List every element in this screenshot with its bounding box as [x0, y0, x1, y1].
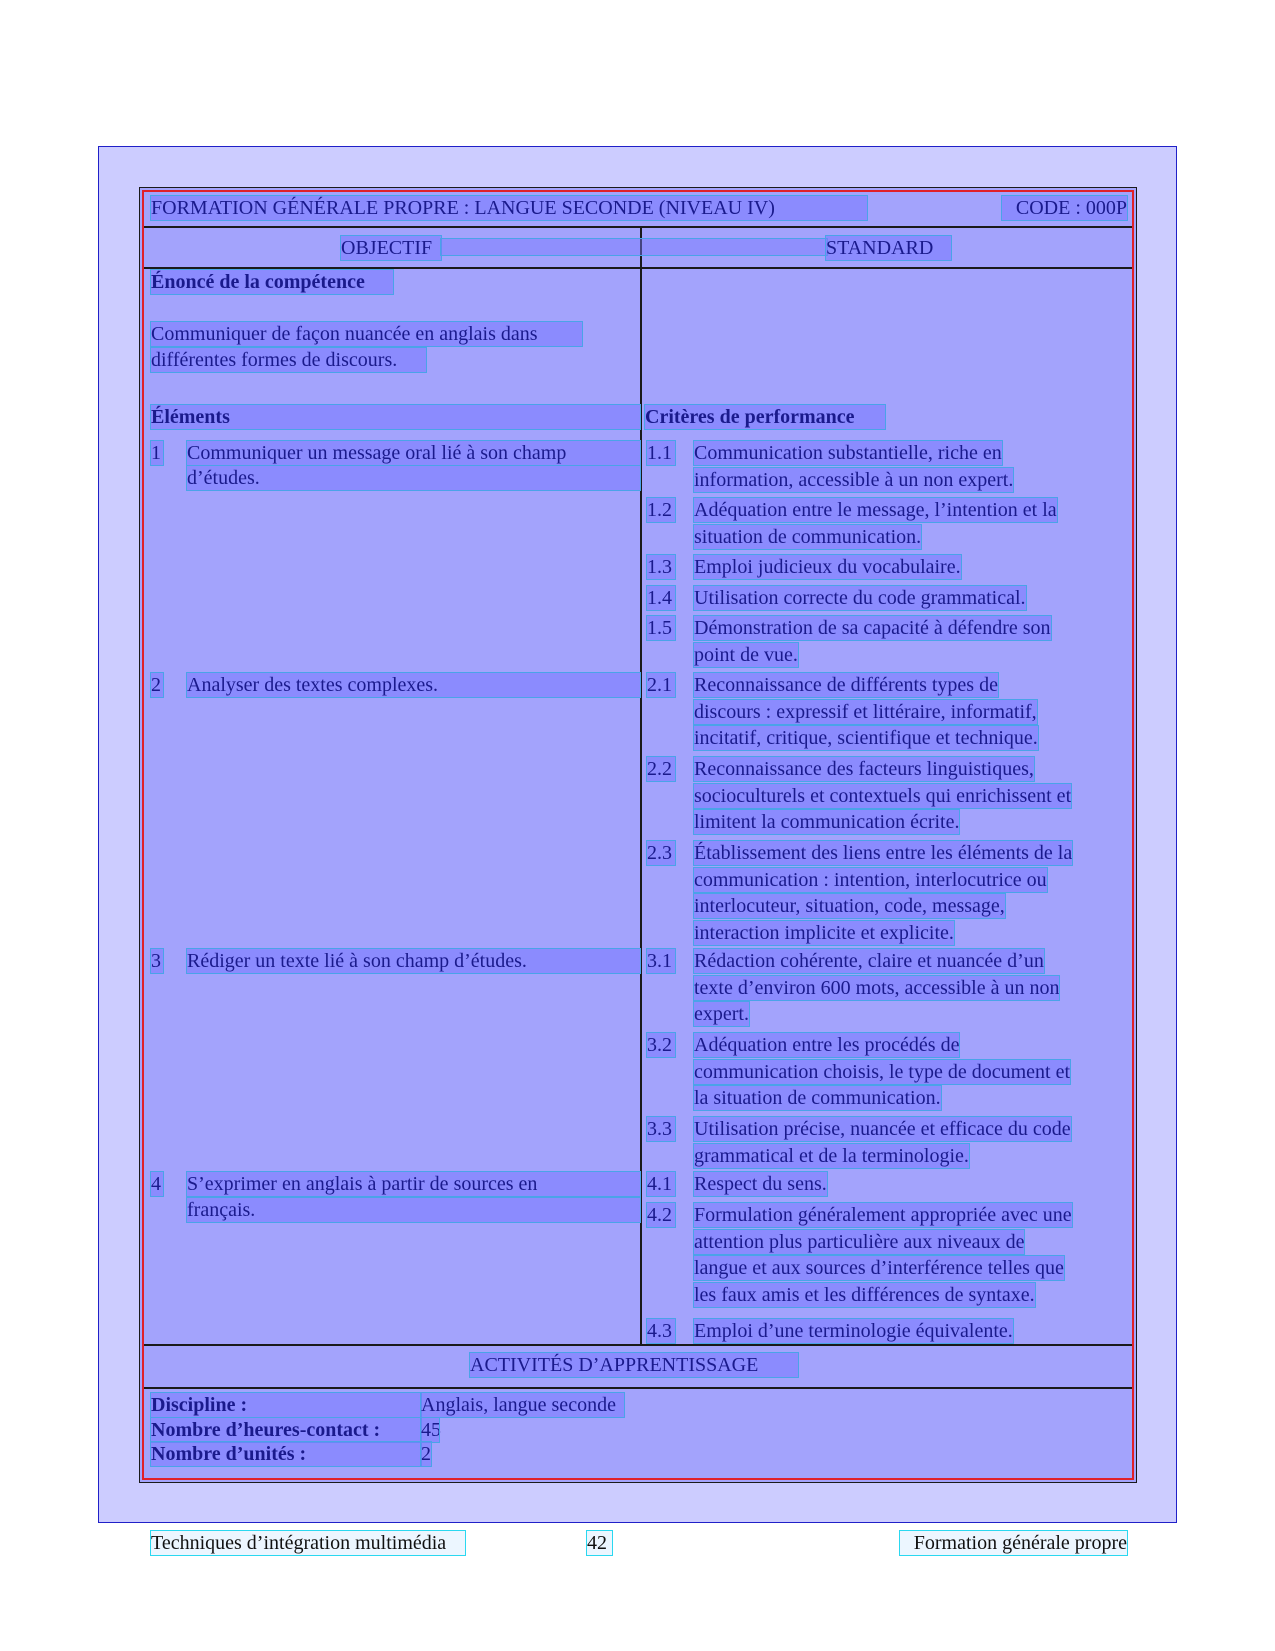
criterion-number: 2.2	[647, 757, 675, 781]
objective-heading: OBJECTIF	[341, 236, 441, 260]
criterion-line: information, accessible à un non expert.	[694, 468, 1014, 491]
criterion-line: Reconnaissance de différents types de	[694, 674, 998, 696]
divider	[142, 1344, 1134, 1346]
criterion-number: 1.2	[647, 498, 675, 522]
criterion-number: 4.2	[647, 1203, 675, 1227]
criterion-line: Rédaction cohérente, claire et nuancée d’un	[694, 950, 1044, 972]
criterion-line: Utilisation correcte du code grammatical.	[694, 587, 1026, 609]
element-line: français.	[187, 1198, 640, 1222]
criterion-line: la situation de communication.	[694, 1087, 941, 1109]
criterion-line: Adéquation entre les procédés de	[694, 1034, 960, 1056]
criterion-number: 1.4	[647, 586, 675, 610]
footer-left: Techniques d’intégration multimédia	[151, 1531, 465, 1555]
criterion-line: interlocuteur, situation, code, message,	[694, 895, 1005, 917]
criterion-number: 4.3	[647, 1319, 675, 1343]
criterion-line: Établissement des liens entre les éléments de la	[694, 842, 1073, 864]
criterion-line: socioculturels et contextuels qui enrichissent et	[694, 784, 1072, 807]
criterion-line: langue et aux sources d’interférence telles que	[694, 1257, 1064, 1279]
divider	[640, 226, 642, 1344]
criterion-number: 4.1	[647, 1172, 675, 1196]
criteria-heading: Critères de performance	[645, 405, 885, 429]
criterion-line: Emploi judicieux du vocabulaire.	[694, 556, 961, 578]
element-number: 4	[151, 1173, 161, 1195]
footer-right: Formation générale propre	[900, 1531, 1127, 1555]
elements-heading: Éléments	[151, 405, 640, 429]
activities-heading: ACTIVITÉS D’APPRENTISSAGE	[470, 1353, 798, 1377]
element-line: d’études.	[187, 466, 640, 490]
criterion-line: point de vue.	[694, 643, 798, 666]
criterion-line: texte d’environ 600 mots, accessible à un non	[694, 976, 1060, 999]
competence-line: Communiquer de façon nuancée en anglais dans	[151, 322, 582, 346]
criterion-line: communication choisis, le type de document et	[694, 1060, 1071, 1083]
criterion-number: 3.2	[647, 1033, 675, 1057]
element-number: 1	[151, 442, 161, 464]
criterion-line: attention plus particulière aux niveaux de	[694, 1230, 1025, 1253]
criterion-line: situation de communication.	[694, 525, 922, 548]
element-number: 3	[151, 950, 161, 972]
element-line: Rédiger un texte lié à son champ d’études.	[187, 949, 640, 973]
criterion-number: 2.1	[647, 673, 675, 697]
hours-label: Nombre d’heures-contact :	[151, 1418, 421, 1442]
criterion-line: limitent la communication écrite.	[694, 811, 960, 833]
units-label: Nombre d’unités :	[151, 1442, 421, 1466]
criterion-line: expert.	[694, 1003, 749, 1025]
criterion-number: 3.3	[647, 1117, 675, 1141]
units-value: 2	[421, 1443, 431, 1465]
objective-heading-bar	[441, 239, 827, 255]
standard-heading: STANDARD	[826, 236, 951, 260]
criterion-line: Adéquation entre le message, l’intention et la	[694, 499, 1057, 521]
divider	[142, 267, 1134, 269]
element-line: Communiquer un message oral lié à son champ	[187, 441, 640, 465]
criterion-line: Respect du sens.	[694, 1173, 827, 1195]
course-code: CODE : 000P	[1002, 196, 1127, 220]
criterion-line: Utilisation précise, nuancée et efficace du code	[694, 1118, 1071, 1140]
criterion-line: Communication substantielle, riche en	[694, 442, 1002, 464]
criterion-line: Formulation généralement appropriée avec une	[694, 1204, 1072, 1226]
element-line: S’exprimer en anglais à partir de sources en	[187, 1172, 640, 1196]
criterion-number: 1.3	[647, 555, 675, 579]
document-title: FORMATION GÉNÉRALE PROPRE : LANGUE SECONDE (NIVEAU IV)	[151, 196, 867, 220]
criterion-line: incitatif, critique, scientifique et technique.	[694, 727, 1038, 749]
criterion-line: communication : intention, interlocutrice ou	[694, 868, 1047, 891]
criterion-line: discours : expressif et littéraire, informatif,	[694, 700, 1037, 723]
competence-line: différentes formes de discours.	[151, 348, 426, 372]
hours-value: 45	[421, 1419, 441, 1441]
element-number: 2	[151, 674, 161, 696]
discipline-label: Discipline :	[151, 1393, 421, 1417]
criterion-number: 1.1	[647, 441, 675, 465]
element-line: Analyser des textes complexes.	[187, 673, 640, 697]
criterion-line: les faux amis et les différences de syntaxe.	[694, 1283, 1035, 1306]
criterion-number: 2.3	[647, 841, 675, 865]
criterion-line: interaction implicite et explicite.	[694, 921, 954, 944]
divider	[142, 226, 1134, 228]
page-number: 42	[587, 1531, 612, 1555]
criterion-line: Reconnaissance des facteurs linguistiques,	[694, 758, 1034, 780]
competence-heading: Énoncé de la compétence	[151, 270, 393, 294]
criterion-number: 1.5	[647, 616, 675, 640]
criterion-number: 3.1	[647, 949, 675, 973]
criterion-line: grammatical et de la terminologie.	[694, 1144, 969, 1167]
criterion-line: Démonstration de sa capacité à défendre son	[694, 617, 1051, 639]
criterion-line: Emploi d’une terminologie équivalente.	[694, 1320, 1013, 1342]
divider	[142, 1387, 1134, 1389]
discipline-value: Anglais, langue seconde	[421, 1393, 624, 1417]
